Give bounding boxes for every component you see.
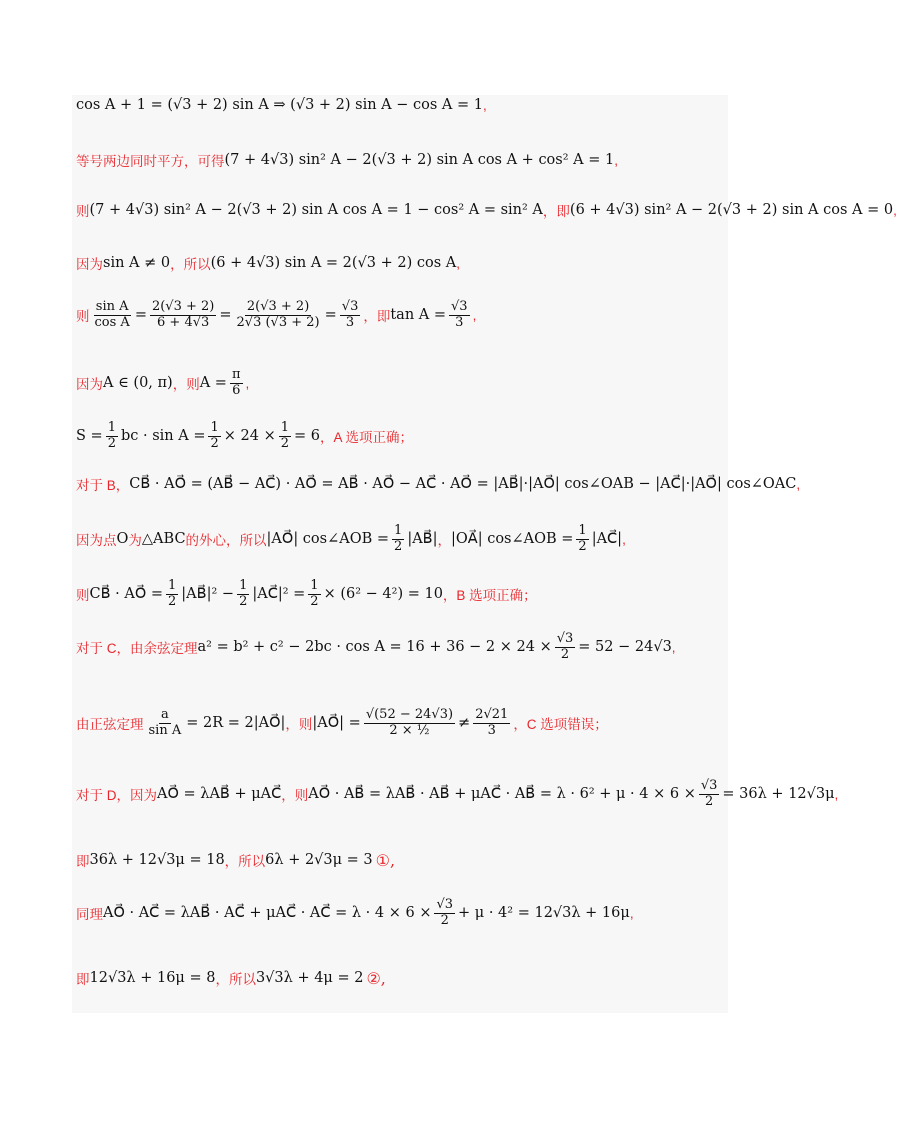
annotation-text: , <box>796 476 801 492</box>
fraction-numerator: √3 <box>556 631 574 646</box>
fraction-denominator: 3 <box>345 314 355 330</box>
annotation-text: ， <box>437 533 452 549</box>
solution-line-10 <box>76 579 537 610</box>
annotation-text: ，即 <box>363 309 391 325</box>
fraction-denominator: 6 <box>232 382 241 398</box>
fraction <box>434 898 455 929</box>
solution-line-16 <box>76 968 386 988</box>
annotation-text: , <box>893 202 897 218</box>
fraction-numerator: 1 <box>168 578 177 593</box>
fraction <box>364 708 455 739</box>
annotation-text: ，则 <box>285 717 313 733</box>
annotation-text: , <box>671 639 676 655</box>
math-expression: △ABC <box>141 531 186 548</box>
fraction <box>473 708 510 739</box>
annotation-text: 对于 C，由余弦定理 <box>76 641 198 657</box>
fraction-numerator: 1 <box>310 578 319 593</box>
annotation-text: 则 <box>76 588 90 604</box>
annotation-text: , <box>245 375 250 391</box>
fraction <box>106 421 118 452</box>
solution-line-11 <box>76 632 676 663</box>
annotation-text: , <box>622 531 626 547</box>
math-expression: 6λ + 2√3μ = 3 <box>265 852 373 868</box>
fraction-numerator: √3 <box>700 778 718 793</box>
math-expression: A ∈ (0, π) <box>103 375 173 392</box>
annotation-text: ，所以 <box>224 854 266 869</box>
fraction-denominator: 3 <box>455 314 464 330</box>
fraction <box>166 579 178 610</box>
fraction-numerator: √3 <box>451 299 468 314</box>
solution-line-5 <box>76 300 476 331</box>
fraction-numerator: √3 <box>436 897 454 912</box>
math-expression: CB⃗ · AO⃗ = (AB⃗ − AC⃗) · AO⃗ = AB⃗ · AO⃗ − AC⃗ · AO⃗ = |AB⃗|·|AO⃗| cos∠OAB − |AC⃗|·|AO⃗| cos∠OAC <box>129 476 797 492</box>
math-expression: 12√3λ + 16μ = 8 <box>89 970 216 986</box>
fraction <box>576 524 588 555</box>
math-expression: |AB⃗| <box>407 531 438 548</box>
fraction-numerator: 1 <box>210 420 219 435</box>
math-expression: = 36λ + 12√3μ <box>722 786 835 803</box>
annotation-text: ，C 选项错误； <box>513 717 608 733</box>
equation-marker: ①, <box>375 850 396 870</box>
fraction <box>279 421 291 452</box>
math-expression: (6 + 4√3) sin² A − 2(√3 + 2) sin A cos A = 0 <box>569 202 894 218</box>
fraction <box>208 421 220 452</box>
fraction-numerator: 1 <box>280 420 290 435</box>
fraction <box>93 300 132 331</box>
fraction-denominator: 2 <box>168 593 177 609</box>
fraction-denominator: sin A <box>148 722 182 738</box>
math-expression: |AO⃗| cos∠AOB = <box>266 531 390 548</box>
fraction <box>340 300 361 331</box>
solution-line-9 <box>76 524 626 555</box>
solution-line-3 <box>76 200 897 220</box>
solution-line-12 <box>76 708 608 739</box>
fraction-denominator: 3 <box>487 722 496 738</box>
annotation-text: 即 <box>76 972 90 987</box>
annotation-text: , <box>834 786 839 802</box>
math-expression: bc · sin A = <box>120 428 206 445</box>
fraction-numerator: π <box>231 367 241 382</box>
annotation-text: , <box>629 905 634 921</box>
math-expression: cos A + 1 = (√3 + 2) sin A ⇒ (√3 + 2) sin A − cos A = 1 <box>76 97 483 113</box>
annotation-text: ，则 <box>172 377 200 393</box>
math-expression: CB⃗ · AO⃗ = <box>89 586 164 603</box>
fraction-numerator: 2(√3 + 2) <box>246 299 310 314</box>
fraction <box>555 632 576 663</box>
fraction-numerator: 1 <box>394 523 403 538</box>
fraction-numerator: sin A <box>95 299 129 314</box>
annotation-text: 对于 B， <box>76 478 130 493</box>
fraction <box>150 300 216 331</box>
solution-line-13 <box>76 779 838 810</box>
annotation-text: 为 <box>128 533 142 549</box>
fraction-numerator: 1 <box>578 523 587 538</box>
math-expression: |AC⃗|² = <box>252 586 306 603</box>
solution-line-6 <box>76 368 249 399</box>
math-expression: × 24 × <box>223 428 276 445</box>
math-expression: AO⃗ · AB⃗ = λAB⃗ · AB⃗ + μAC⃗ · AB⃗ = λ · 6² + μ · 4 × 6 × <box>308 786 696 803</box>
fraction-denominator: 2 <box>107 435 116 451</box>
annotation-text: 即 <box>76 854 90 869</box>
solution-line-1 <box>76 97 487 113</box>
fraction-numerator: a <box>160 707 169 722</box>
annotation-text: ，所以 <box>170 257 211 272</box>
annotation-text: ，即 <box>542 204 570 219</box>
annotation-text: 对于 D，因为 <box>76 788 157 804</box>
fraction-denominator: 2 <box>705 793 714 809</box>
solution-line-2 <box>76 150 618 170</box>
fraction-denominator: 2√3 (√3 + 2) <box>236 314 320 330</box>
annotation-text: 等号两边同时平方，可得 <box>76 154 225 169</box>
fraction <box>230 368 243 399</box>
math-expression: (6 + 4√3) sin A = 2(√3 + 2) cos A <box>210 255 457 271</box>
solution-line-4 <box>76 253 460 273</box>
annotation-text: 因为点 <box>76 533 117 549</box>
fraction <box>449 300 470 331</box>
annotation-text: ，B 选项正确； <box>442 588 537 604</box>
fraction-numerator: 2(√3 + 2) <box>151 299 215 314</box>
annotation-text: , <box>614 152 618 168</box>
fraction-denominator: 6 + 4√3 <box>157 314 210 330</box>
math-expression: S = <box>76 428 103 445</box>
math-expression: = 6 <box>294 428 320 445</box>
fraction-denominator: 2 <box>394 538 403 554</box>
math-expression: A = <box>199 375 227 392</box>
math-expression: = 52 − 24√3 <box>578 639 672 656</box>
math-expression: |AO⃗| = <box>312 715 361 732</box>
annotation-text: , <box>456 255 461 271</box>
math-expression: 36λ + 12√3μ = 18 <box>89 852 225 868</box>
solution-line-14 <box>76 850 395 870</box>
fraction-denominator: 2 <box>310 593 319 609</box>
fraction-denominator: 2 <box>578 538 587 554</box>
math-expression: = 2R = 2|AO⃗| <box>186 715 286 732</box>
annotation-text: 的外心，所以 <box>185 533 267 549</box>
math-expression: = <box>219 307 232 324</box>
math-expression: = <box>134 307 147 324</box>
math-expression: + μ · 4² = 12√3λ + 16μ <box>458 905 630 922</box>
math-expression: AO⃗ = λAB⃗ + μAC⃗ <box>157 786 282 803</box>
math-expression: a² = b² + c² − 2bc · cos A = 16 + 36 − 2 × 24 × <box>197 639 552 656</box>
annotation-text: 则 <box>76 204 90 219</box>
math-expression: |AC⃗| <box>591 531 623 548</box>
math-expression: tan A = <box>390 307 446 324</box>
math-expression: × (6² − 4²) = 10 <box>323 586 443 603</box>
annotation-text: 因为 <box>76 377 103 393</box>
solution-line-8 <box>76 474 800 494</box>
annotation-text: ，所以 <box>215 972 256 987</box>
fraction <box>147 708 184 739</box>
fraction <box>392 524 404 555</box>
fraction-denominator: 2 <box>210 435 219 451</box>
annotation-text: , <box>472 307 477 323</box>
fraction <box>237 579 249 610</box>
math-expression: 3√3λ + 4μ = 2 <box>255 970 364 986</box>
annotation-text: 则 <box>76 309 90 325</box>
annotation-text: ，A 选项正确； <box>320 430 414 446</box>
annotation-text: , <box>483 97 487 113</box>
equation-marker: ②, <box>366 968 386 988</box>
annotation-text: 因为 <box>76 257 103 272</box>
math-expression: (7 + 4√3) sin² A − 2(√3 + 2) sin A cos A + cos² A = 1 <box>224 152 615 168</box>
fraction-denominator: cos A <box>94 314 130 330</box>
annotation-text: 同理 <box>76 907 103 923</box>
fraction-denominator: 2 <box>440 912 449 928</box>
fraction-numerator: √(52 − 24√3) <box>365 707 454 722</box>
fraction-numerator: √3 <box>341 299 359 314</box>
fraction-numerator: 1 <box>239 578 248 593</box>
fraction-denominator: 2 <box>560 646 570 662</box>
solution-line-15 <box>76 898 634 929</box>
annotation-text: ，则 <box>281 788 309 804</box>
fraction-denominator: 2 <box>280 435 290 451</box>
math-expression: |OA⃗| cos∠AOB = <box>451 531 574 548</box>
math-expression: |AB⃗|² − <box>181 586 235 603</box>
math-expression: = <box>324 307 337 324</box>
math-expression: sin A ≠ 0 <box>103 255 171 271</box>
math-expression: (7 + 4√3) sin² A − 2(√3 + 2) sin A cos A = 1 − cos² A = sin² A <box>89 202 543 218</box>
annotation-text: 由正弦定理 <box>76 717 144 733</box>
math-expression: ≠ <box>458 715 471 732</box>
fraction <box>699 779 720 810</box>
math-expression: O <box>116 531 129 548</box>
solution-line-7 <box>76 421 413 452</box>
fraction-denominator: 2 × ½ <box>389 722 430 738</box>
fraction-denominator: 2 <box>239 593 248 609</box>
fraction <box>235 300 322 331</box>
math-expression: AO⃗ · AC⃗ = λAB⃗ · AC⃗ + μAC⃗ · AC⃗ = λ · 4 × 6 × <box>103 905 432 922</box>
fraction-numerator: 2√21 <box>475 707 509 722</box>
fraction-numerator: 1 <box>107 420 116 435</box>
fraction <box>308 579 320 610</box>
